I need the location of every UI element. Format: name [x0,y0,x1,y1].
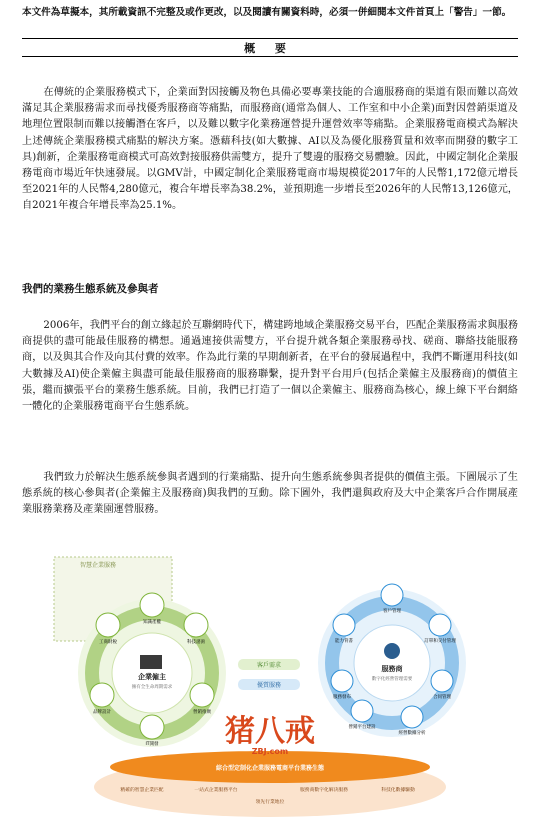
node-icon [381,584,403,606]
employer-node-0: 工商財稅 [99,640,117,645]
section-rule-bottom [22,56,518,57]
platform-item-2: 領先行業地位 [255,800,285,805]
provider-node-6: 經營數據分析 [398,731,426,736]
flow-service: 優質服務 [256,682,282,689]
provider-node-0: 客戶管理 [383,609,401,614]
platform-item-0: 精確的智慧企業匹配 [120,788,164,793]
ecosystem-diagram [52,555,488,817]
paragraph-value: 我們致力於解決生態系統參與者遇到的行業痛點、提升向生態系統參與者提供的價值主張。下圖展示了生態系統的核心參與者(企業僱主及服務商)與我們的互動。除下圖外，我們還與政府及大中企業客戶合作開展產業服務業務及產業園運營服務。 [22,472,518,516]
building-icon [140,655,162,669]
provider-node-5: 合同管理 [433,695,451,700]
platform-item-3: 服務商數字化解決服務 [300,788,348,793]
paragraph-history: 2006年，我們平台的創立緣起於互聯網時代下，構建跨地域企業服務交易平台，匹配企業服務需求與服務商提供的盡可能最佳服務的構想。通過連接供需雙方，平台提升就各類企業服務尋找、磋商、聯絡技能服務商，以及與其合作及向其付費的效率。作為此行業的早期創新者，在平台的發展過程中，我們不斷運用科技(如大數據及AI)使企業僱主與盡可能最佳服務商的服務聯繫，提升對平台用戶(包括企業僱主及服務商)的價值主張，繼而擴張平台的業務生態系統。目前，我們已打造了一個以企業僱主、服務商為核心，線上線下平台網絡一體化的企業服務電商平台生態系統。 [22,320,518,413]
provider-node-4: 營銷平台建設 [348,725,376,730]
section-rule-top [22,38,518,39]
node-icon [140,593,164,617]
person-icon [384,643,400,659]
employer-node-1: 知識產權 [143,620,161,625]
top-label: 智慧企業服務 [80,562,117,569]
node-icon [96,613,120,637]
brand-logo: 猪八戒 [225,714,315,749]
node-icon [331,670,353,692]
section-title: 概 要 [244,42,294,55]
provider-node-3: 服務發布 [333,695,351,700]
flow-demand: 客戶需求 [256,662,282,669]
employer-title: 企業僱主 [138,673,166,681]
provider-node-1: 能力背書 [335,639,353,644]
node-icon [140,715,164,739]
node-icon [401,706,423,728]
employer-node-2: 科技諮詢 [187,640,205,645]
provider-title: 服務商 [381,665,403,673]
employer-subtitle: 擁有全生命周期需求 [131,685,173,690]
brand-domain: ZBJ.com [251,747,289,756]
paragraph-market: 在傳統的企業服務模式下，企業面對因接觸及物色具備必要專業技能的合適服務商的渠道有限而難以高效滿足其企業服務需求而尋找優秀服務商等痛點，而服務商(通常為個人、工作室和中小企業)面對因營銷渠道及地理位置限制而難以接觸潛在客戶，以及難以數字化業務運營提升運營效率等痛點。企業服務電商模式為解決上述傳統企業服務模式痛點的解決方案。憑藉科技(如大數據、AI以及為優化服務質量和效率而開發的數字工具)創新，企業服務電商模式可高效對接服務供需雙方，提升了雙邊的服務交易體驗。因此，中國定制化企業服務電商市場近年快速發展。以GMV計，中國定制化企業服務電商市場規模從2017年的人民幣1,172億元增長至2021年的人民幣4,280億元，複合年增長率為38.2%，並預期進一步增長至2026年的人民幣13,126億元，自2021年複合年增長率為25.1%。 [22,87,518,212]
platform-item-4: 科技化數據驅動 [381,788,415,793]
node-icon [190,683,214,707]
provider-subtitle: 數字化經營管理需要 [371,677,413,682]
node-icon [351,700,373,722]
node-icon [90,683,114,707]
node-icon [429,614,451,636]
provider-center [354,625,430,701]
employer-node-5: IT開發 [145,742,159,747]
node-icon [431,670,453,692]
subheading-ecosystem: 我們的業務生態系統及參與者 [22,283,159,295]
employer-node-4: 營銷推廣 [193,710,211,715]
node-icon [184,613,208,637]
platform-title: 綜合型定制化企業服務電商平台業務生態 [215,765,325,772]
platform-item-1: 一站式企業服務平台 [194,788,238,793]
employer-node-3: 品牌設計 [93,710,111,715]
provider-node-2: 訂單和交付管理 [424,639,456,644]
draft-notice: 本文件為草擬本，其所載資訊不完整及或作更改，以及閱讀有關資料時，必須一併細閱本文件首頁上「警告」一節。 [22,7,512,18]
node-icon [333,614,355,636]
